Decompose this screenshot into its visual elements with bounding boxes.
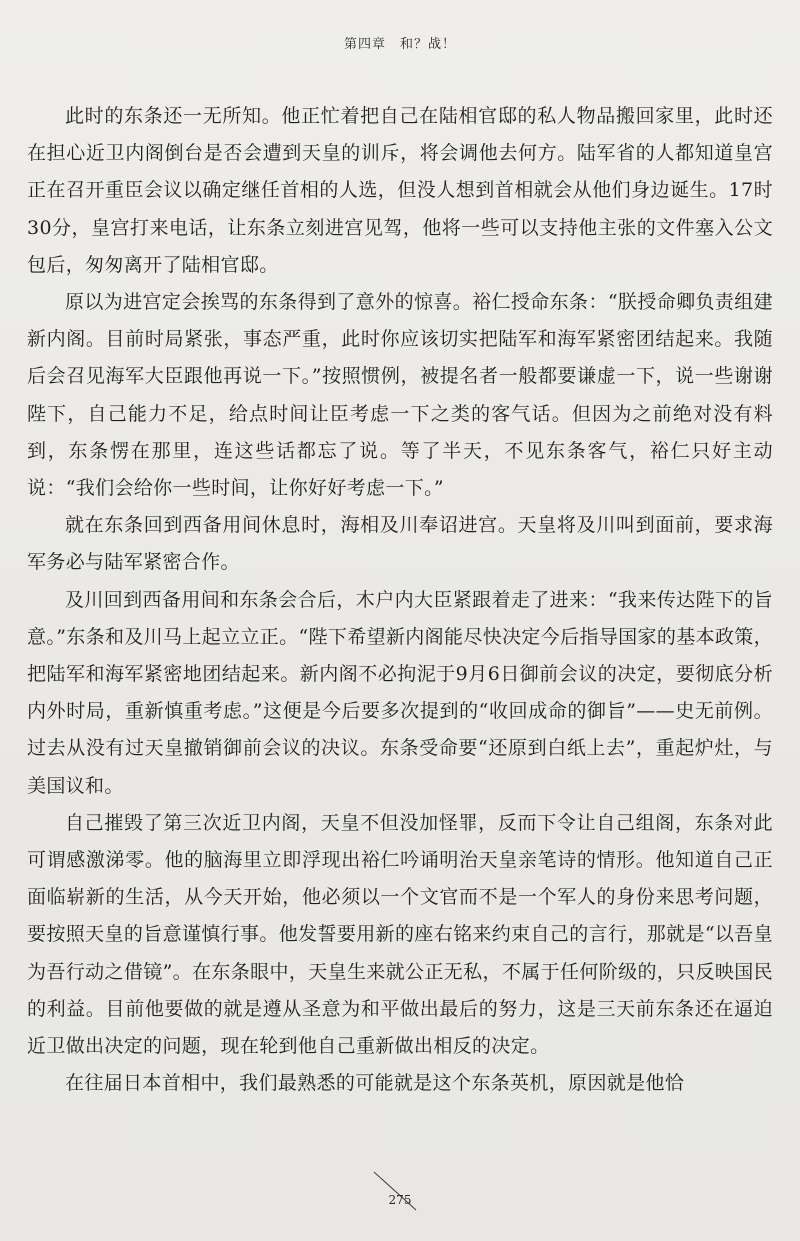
running-head: 第四章 和？战！ — [343, 37, 456, 52]
page-number: 275 — [388, 1193, 412, 1207]
paragraph: 自己摧毁了第三次近卫内阁，天皇不但没加怪罪，反而下令让自己组阁，东条对此可谓感激涕零。他的脑海里立即浮现出裕仁吟诵明治天皇亲笔诗的情形。他知道自己正面临崭新的生活，从今天开始，他必须以一个文官而不是一个军人的身份来思考问题，要按照天皇的旨意谨慎行事。他发誓要用新的座右铭来约束自己的言行，那就是“以吾皇为吾行动之借镜”。在东条眼中，天皇生来就公正无私，不属于任何阶级的，只反映国民的利益。目前他要做的就是遵从圣意为和平做出最后的努力，这是三天前东条还在逼迫近卫做出决定的问题，现在轮到他自己重新做出相反的决定。 — [27, 811, 773, 1058]
body-text — [27, 98, 773, 1102]
paragraph: 就在东条回到西备用间休息时，海相及川奉诏进宫。天皇将及川叫到面前，要求海军务必与陆军紧密合作。 — [27, 514, 773, 574]
paragraph: 在往届日本首相中，我们最熟悉的可能就是这个东条英机，原因就是他恰 — [65, 1072, 685, 1095]
folio-slash-icon — [368, 1170, 420, 1214]
paragraph: 此时的东条还一无所知。他正忙着把自己在陆相官邸的私人物品搬回家里，此时还在担心近卫内阁倒台是否会遭到天皇的训斥，将会调他去何方。陆军省的人都知道皇宫正在召开重臣会议以确定继任首相的人选，但没人想到首相就会从他们身边诞生。17时30分，皇宫打来电话，让东条立刻进宫见驾，他将一些可以支持他主张的文件塞入公文包后，匆匆离开了陆相官邸。 — [27, 105, 773, 276]
paragraph: 原以为进宫定会挨骂的东条得到了意外的惊喜。裕仁授命东条：“朕授命卿负责组建新内阁。目前时局紧张，事态严重，此时你应该切实把陆军和海军紧密团结起来。我随后会召见海军大臣跟他再说一下。”按照惯例，被提名者一般都要谦虚一下，说一些谢谢陛下，自己能力不足，给点时间让臣考虑一下之类的客气话。但因为之前绝对没有料到，东条愣在那里，连这些话都忘了说。等了半天，不见东条客气，裕仁只好主动说：“我们会给你一些时间，让你好好考虑一下。” — [27, 291, 773, 500]
paragraph: 及川回到西备用间和东条会合后，木户内大臣紧跟着走了进来：“我来传达陛下的旨意。”东条和及川马上起立立正。“陛下希望新内阁能尽快决定今后指导国家的基本政策，把陆军和海军紧密地团结起来。新内阁不必拘泥于9月6日御前会议的决定，要彻底分析内外时局，重新慎重考虑。”这便是今后要多次提到的“收回成命的御旨”——史无前例。过去从没有过天皇撤销御前会议的决议。东条受命要“还原到白纸上去”，重起炉灶，与美国议和。 — [27, 588, 773, 797]
